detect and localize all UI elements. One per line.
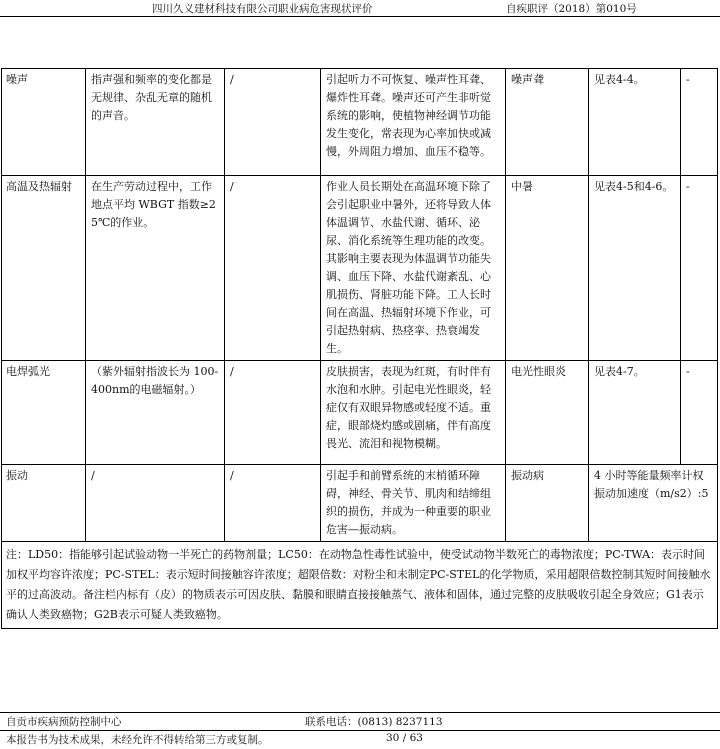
footer-divider: [0, 730, 720, 731]
table-row: [2, 176, 718, 361]
hazard-limit: /: [225, 465, 321, 542]
hazard-reference: 见表4-4。: [589, 69, 681, 176]
hazard-reference: 4 小时等能量频率计权振动加速度（m/s2）:5: [589, 465, 718, 542]
hazard-reference: 见表4-7。: [589, 361, 681, 465]
footer-disclaimer: 本报告书为技术成果，未经允许不得转给第三方或复制。: [6, 734, 269, 746]
hazard-limit: /: [225, 176, 321, 361]
hazard-disease: 中暑: [506, 176, 589, 361]
footer-phone: 联系电话：(0813) 8237113: [305, 716, 443, 728]
hazard-disease: 电光性眼炎: [506, 361, 589, 465]
hazard-effect: 作业人员长期处在高温环境下除了会引起职业中暑外，还将导致人体体温调节、水盐代谢、循环、泌尿、消化系统等生理功能的改变。其影响主要表现为体温调节功能失调、血压下降、水盐代谢紊乱、心肌损伤、肾脏功能下降。工人长时间在高温、热辐射环境下作业，可引起热射病、热痉挛、热衰竭发生。: [321, 176, 506, 361]
hazard-name: 电焊弧光: [2, 361, 86, 465]
hazard-limit: /: [225, 69, 321, 176]
hazard-disease: 振动病: [506, 465, 589, 542]
table-note-row: [2, 542, 718, 629]
hazard-source: 在生产劳动过程中，工作地点平均 WBGT 指数≥25℃的作业。: [86, 176, 225, 361]
hazard-name: 振动: [2, 465, 86, 542]
header-company: 四川久义建材科技有限公司职业病危害现状评价: [152, 3, 373, 15]
hazard-limit: /: [225, 361, 321, 465]
footer-organization: 自贡市疾病预防控制中心: [6, 716, 122, 728]
header-doc-number: 自疾职评（2018）第010号: [506, 3, 637, 15]
table-row: [2, 361, 718, 465]
page-number: 30 / 63: [386, 732, 423, 744]
hazard-effect: 引起听力不可恢复、噪声性耳聋、爆炸性耳聋。噪声还可产生非听觉系统的影响，使植物神经调节功能发生变化，常表现为心率加快或减慢，外周阻力增加、血压不稳等。: [321, 69, 506, 176]
hazard-reference: 见表4-5和4-6。: [589, 176, 681, 361]
table-row: [2, 69, 718, 176]
hazard-name: 噪声: [2, 69, 86, 176]
hazard-disease: 噪声聋: [506, 69, 589, 176]
hazard-source: /: [86, 465, 225, 542]
hazard-source: （紫外辐射指波长为 100-400nm的电磁辐射。）: [86, 361, 225, 465]
hazard-table: [1, 68, 718, 629]
hazard-other: -: [681, 361, 718, 465]
table-footnote: 注：LD50：指能够引起试验动物一半死亡的药物剂量；LC50：在动物急性毒性试验中，使受试动物半数死亡的毒物浓度；PC-TWA：表示时间加权平均容许浓度；PC-STEL：表示短时间接触容许浓度；超限倍数：对粉尘和未制定PC-STEL的化学物质，采用超限倍数控制其短时间接触水平的过高波动。备注栏内标有（皮）的物质表示可因皮肤、黏膜和眼睛直接接触蒸气、液体和固体，通过完整的皮肤吸收引起全身效应；G1表示确认人类致癌物；G2B表示可疑人类致癌物。: [2, 542, 718, 629]
hazard-source: 指声强和频率的变化都是无规律、杂乱无章的随机的声音。: [86, 69, 225, 176]
table-row: [2, 465, 718, 542]
hazard-name: 高温及热辐射: [2, 176, 86, 361]
hazard-other: -: [681, 69, 718, 176]
hazard-other: -: [681, 176, 718, 361]
footer-divider: [0, 712, 720, 713]
hazard-effect: 皮肤损害，表现为红斑，有时伴有水泡和水肿。引起电光性眼炎，轻症仅有双眼异物感或轻度不适。重症，眼部烧灼感或剧痛，伴有高度畏光、流泪和视物模糊。: [321, 361, 506, 465]
hazard-effect: 引起手和前臂系统的末梢循环障碍，神经、骨关节、肌肉和结缔组织的损伤，并成为一种重要的职业危害—振动病。: [321, 465, 506, 542]
page-header: [0, 0, 720, 17]
